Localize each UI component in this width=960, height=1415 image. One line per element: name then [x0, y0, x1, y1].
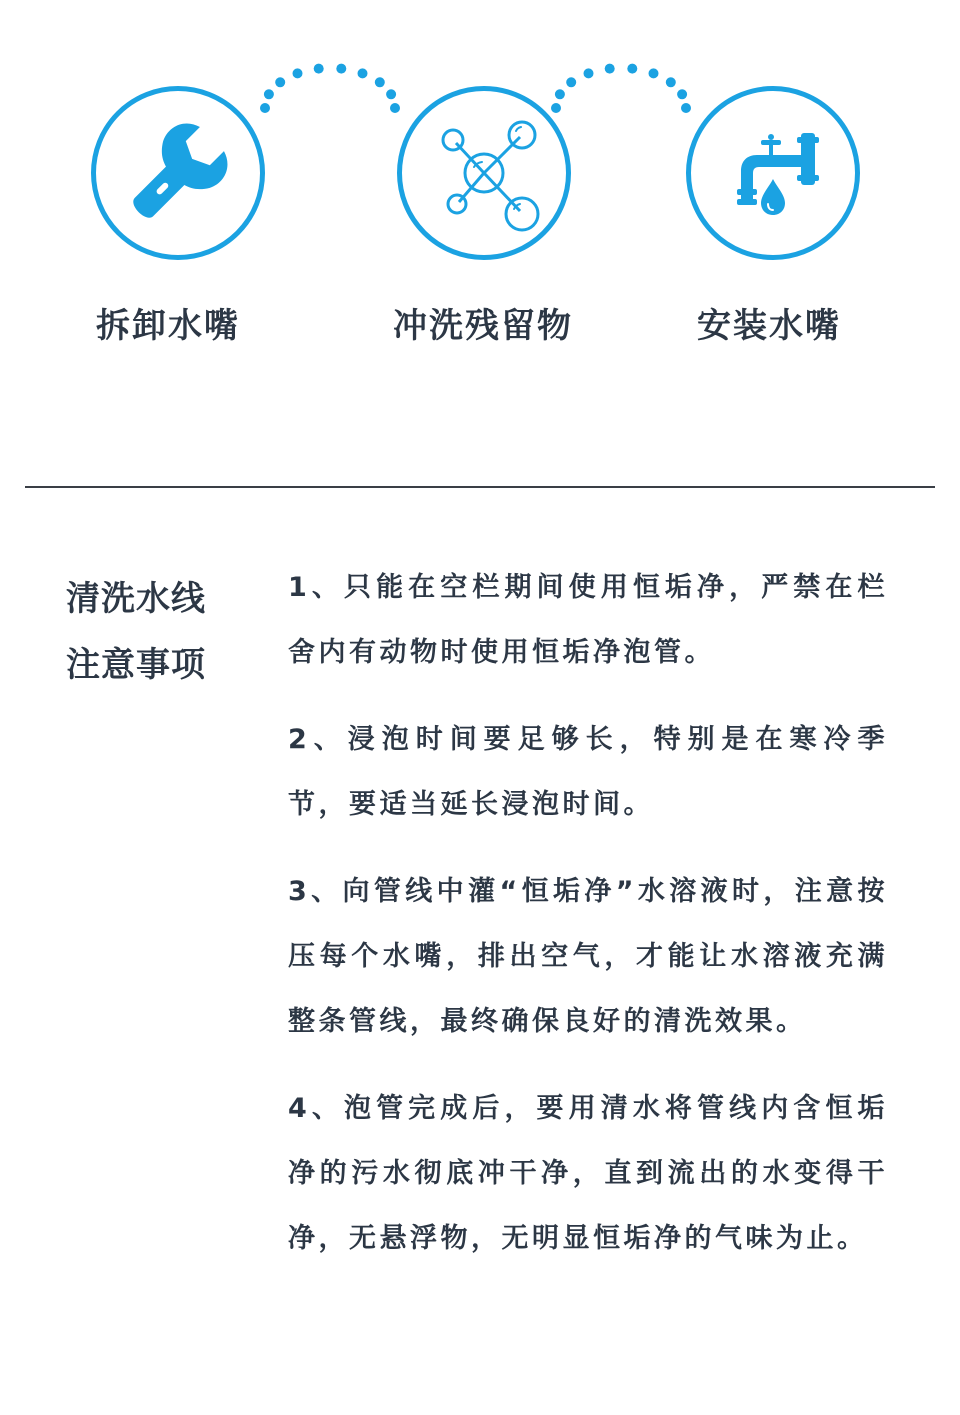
wrench-icon: [96, 91, 260, 255]
step-circle-remove: [91, 86, 265, 260]
notes-list: [288, 555, 888, 1293]
note-item: 1、只能在空栏期间使用恒垢净，严禁在栏舍内有动物时使用恒垢净泡管。: [288, 572, 888, 668]
notes-title-line1: 清洗水线: [66, 579, 206, 619]
connector-dot: [584, 68, 594, 78]
connector-dot: [390, 103, 400, 113]
note-item: 4、泡管完成后，要用清水将管线内含恒垢净的污水彻底冲干净，直到流出的水变得干净，无悬浮物，无明显恒垢净的气味为止。: [288, 1093, 888, 1254]
steps-section: [0, 0, 960, 420]
step-circle-flush: [397, 86, 571, 260]
note-item: 3、向管线中灌“恒垢净”水溶液时，注意按压每个水嘴，排出空气，才能让水溶液充满整条管线，最终确保良好的清洗效果。: [288, 876, 888, 1037]
step-circle-install: [686, 86, 860, 260]
connector-dot: [386, 89, 396, 99]
connector-dot: [260, 103, 270, 113]
connector-dot: [375, 77, 385, 87]
faucet-drop-icon: [691, 91, 855, 255]
step-label-flush: 冲洗残留物: [393, 306, 573, 346]
connector-dot: [264, 89, 274, 99]
connector-dot: [314, 64, 324, 74]
connector-dot: [627, 64, 637, 74]
notes-title: [66, 566, 246, 698]
connector-dot: [293, 68, 303, 78]
step-label-install: 安装水嘴: [697, 306, 841, 346]
connector-dot: [666, 77, 676, 87]
connector-dot: [275, 77, 285, 87]
section-divider: [25, 486, 935, 488]
step-label-remove: 拆卸水嘴: [96, 306, 240, 346]
molecule-icon: [402, 91, 566, 255]
connector-dot: [566, 77, 576, 87]
connector-dot: [681, 103, 691, 113]
connector-dot: [605, 64, 615, 74]
connector-dot: [677, 89, 687, 99]
connector-dot: [649, 68, 659, 78]
note-item: 2、浸泡时间要足够长，特别是在寒冷季节，要适当延长浸泡时间。: [288, 724, 888, 820]
connector-dot: [358, 68, 368, 78]
connector-dot: [336, 64, 346, 74]
notes-title-line2: 注意事项: [66, 645, 206, 685]
